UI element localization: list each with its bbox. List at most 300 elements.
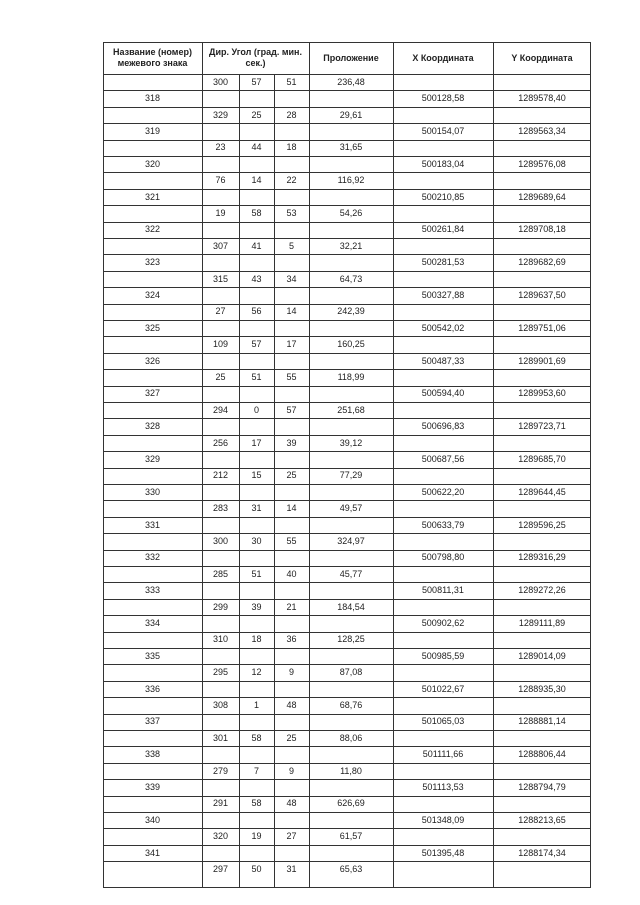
angle-seconds: 51 <box>286 76 297 87</box>
row-divider <box>103 140 202 141</box>
y-coordinate: 1289953,60 <box>518 388 566 399</box>
y-coordinate: 1289723,71 <box>518 421 566 432</box>
angle-minutes: 56 <box>251 306 262 317</box>
angle-minutes: 31 <box>251 503 262 514</box>
row-divider <box>393 123 591 124</box>
segment-length: 242,39 <box>337 306 365 317</box>
segment-length: 626,69 <box>337 798 365 809</box>
y-coordinate: 1288806,44 <box>518 749 566 760</box>
angle-degrees: 295 <box>212 667 229 678</box>
point-name: 338 <box>144 749 161 760</box>
segment-length: 118,99 <box>337 371 365 382</box>
row-divider <box>393 550 591 551</box>
y-coordinate: 1289272,26 <box>518 585 566 596</box>
point-name: 322 <box>144 224 161 235</box>
header-x-coordinate: X Координата <box>412 52 474 63</box>
row-divider <box>202 796 393 797</box>
angle-degrees: 300 <box>212 76 229 87</box>
row-divider <box>393 697 591 698</box>
angle-minutes: 1 <box>253 699 259 710</box>
row-divider <box>103 697 202 698</box>
row-divider <box>103 451 202 452</box>
angle-minutes: 58 <box>251 798 262 809</box>
segment-length: 11,80 <box>340 765 362 776</box>
row-divider <box>393 336 591 337</box>
row-divider <box>393 746 591 747</box>
row-divider <box>393 533 591 534</box>
header-direction-angle: Дир. Угол (град. мин. сек.) <box>209 47 302 68</box>
segment-length: 32,21 <box>339 240 363 251</box>
row-divider <box>202 517 393 518</box>
row-divider <box>202 336 393 337</box>
angle-seconds: 18 <box>286 142 297 153</box>
segment-length: 29,61 <box>339 109 363 120</box>
segment-length: 77,29 <box>339 470 363 481</box>
row-divider <box>202 664 393 665</box>
row-divider <box>103 123 202 124</box>
row-divider <box>103 418 202 419</box>
point-name: 339 <box>144 781 161 792</box>
row-divider <box>393 615 591 616</box>
row-divider <box>393 238 591 239</box>
row-divider <box>202 681 393 682</box>
row-divider <box>393 271 591 272</box>
row-divider <box>393 681 591 682</box>
row-divider <box>202 468 393 469</box>
row-divider <box>103 468 202 469</box>
angle-seconds: 25 <box>286 470 297 481</box>
y-coordinate: 1289014,09 <box>518 650 566 661</box>
row-divider <box>202 648 393 649</box>
x-coordinate: 501065,03 <box>421 716 465 727</box>
point-name: 325 <box>144 322 161 333</box>
row-divider <box>202 304 393 305</box>
row-divider <box>202 812 393 813</box>
x-coordinate: 500327,88 <box>421 289 465 300</box>
row-divider <box>393 140 591 141</box>
row-divider <box>393 763 591 764</box>
row-divider <box>103 714 202 715</box>
angle-minutes: 39 <box>251 601 262 612</box>
x-coordinate: 500902,62 <box>421 617 465 628</box>
segment-length: 31,65 <box>339 142 363 153</box>
x-coordinate: 500128,58 <box>421 93 465 104</box>
y-coordinate: 1288794,79 <box>518 781 566 792</box>
row-divider <box>103 812 202 813</box>
row-divider <box>103 664 202 665</box>
row-divider <box>202 845 393 846</box>
row-divider <box>202 500 393 501</box>
header-length: Проложение <box>323 52 379 63</box>
point-name: 328 <box>144 421 161 432</box>
row-divider <box>393 812 591 813</box>
angle-degrees: 294 <box>212 404 229 415</box>
y-coordinate: 1289637,50 <box>518 289 566 300</box>
angle-minutes: 51 <box>251 371 262 382</box>
row-divider <box>103 779 202 780</box>
row-divider <box>202 746 393 747</box>
point-name: 324 <box>144 289 161 300</box>
row-divider <box>202 451 393 452</box>
point-name: 323 <box>144 257 161 268</box>
row-divider <box>202 763 393 764</box>
point-name: 330 <box>144 486 161 497</box>
angle-degrees: 297 <box>212 863 229 874</box>
row-divider <box>202 550 393 551</box>
angle-seconds: 21 <box>286 601 297 612</box>
row-divider <box>103 861 202 862</box>
row-divider <box>202 156 393 157</box>
angle-degrees: 212 <box>212 470 229 481</box>
row-divider <box>393 156 591 157</box>
segment-length: 54,26 <box>339 207 363 218</box>
row-divider <box>393 714 591 715</box>
angle-degrees: 320 <box>212 831 229 842</box>
row-divider <box>202 172 393 173</box>
row-divider <box>202 402 393 403</box>
row-divider <box>393 796 591 797</box>
row-divider <box>393 254 591 255</box>
segment-length: 64,73 <box>339 273 363 284</box>
row-divider <box>103 763 202 764</box>
angle-degrees: 299 <box>212 601 229 612</box>
row-divider <box>202 238 393 239</box>
point-name: 329 <box>144 453 161 464</box>
angle-minutes: 30 <box>251 535 262 546</box>
point-name: 337 <box>144 716 161 727</box>
row-divider <box>202 287 393 288</box>
angle-minutes: 7 <box>253 765 259 776</box>
row-divider <box>202 353 393 354</box>
segment-length: 88,06 <box>339 732 363 743</box>
row-divider <box>103 746 202 747</box>
segment-length: 251,68 <box>337 404 365 415</box>
x-coordinate: 500696,83 <box>421 421 465 432</box>
x-coordinate: 501022,67 <box>421 683 465 694</box>
angle-minutes: 44 <box>251 142 262 153</box>
angle-minutes: 50 <box>251 863 262 874</box>
angle-minutes: 12 <box>251 667 262 678</box>
row-divider <box>393 353 591 354</box>
angle-seconds: 40 <box>286 568 297 579</box>
table-border-bottom <box>103 887 591 888</box>
angle-minutes: 43 <box>251 273 262 284</box>
segment-length: 45,77 <box>339 568 363 579</box>
row-divider <box>103 599 202 600</box>
point-name: 336 <box>144 683 161 694</box>
point-name: 321 <box>144 191 161 202</box>
row-divider <box>202 418 393 419</box>
x-coordinate: 500154,07 <box>421 125 465 136</box>
row-divider <box>202 107 393 108</box>
angle-seconds: 14 <box>286 503 297 514</box>
angle-minutes: 57 <box>251 76 262 87</box>
column-divider <box>309 42 310 888</box>
angle-seconds: 28 <box>286 109 297 120</box>
row-divider <box>103 681 202 682</box>
row-divider <box>202 615 393 616</box>
row-divider <box>202 123 393 124</box>
x-coordinate: 500687,56 <box>421 453 465 464</box>
row-divider <box>393 90 591 91</box>
segment-length: 65,63 <box>339 863 363 874</box>
angle-minutes: 19 <box>251 831 262 842</box>
x-coordinate: 500542,02 <box>421 322 465 333</box>
angle-seconds: 34 <box>286 273 297 284</box>
row-divider <box>393 435 591 436</box>
segment-length: 49,57 <box>339 503 363 514</box>
row-divider <box>393 779 591 780</box>
x-coordinate: 500798,80 <box>421 552 465 563</box>
row-divider <box>103 353 202 354</box>
y-coordinate: 1289901,69 <box>518 355 566 366</box>
angle-degrees: 308 <box>212 699 229 710</box>
row-divider <box>393 599 591 600</box>
row-divider <box>202 320 393 321</box>
row-divider <box>393 517 591 518</box>
row-divider <box>103 517 202 518</box>
row-divider <box>103 435 202 436</box>
column-divider <box>202 42 203 888</box>
angle-minutes: 51 <box>251 568 262 579</box>
point-name: 320 <box>144 158 161 169</box>
angle-degrees: 27 <box>215 306 226 317</box>
row-divider <box>393 861 591 862</box>
row-divider <box>202 566 393 567</box>
angle-minutes: 0 <box>253 404 259 415</box>
row-divider <box>393 730 591 731</box>
header-y-coordinate: Y Координата <box>511 52 573 63</box>
row-divider <box>103 287 202 288</box>
row-divider <box>103 107 202 108</box>
y-coordinate: 1288213,65 <box>518 814 566 825</box>
angle-minutes: 58 <box>251 732 262 743</box>
angle-seconds: 14 <box>286 306 297 317</box>
row-divider <box>103 336 202 337</box>
row-divider <box>202 189 393 190</box>
row-divider <box>103 648 202 649</box>
row-divider <box>103 533 202 534</box>
segment-length: 87,08 <box>339 667 363 678</box>
y-coordinate: 1288935,30 <box>518 683 566 694</box>
y-coordinate: 1289111,89 <box>518 617 566 628</box>
point-name: 332 <box>144 552 161 563</box>
row-divider <box>393 222 591 223</box>
point-name: 318 <box>144 93 161 104</box>
angle-minutes: 14 <box>251 175 262 186</box>
row-divider <box>393 845 591 846</box>
row-divider <box>202 90 393 91</box>
row-divider <box>103 222 202 223</box>
angle-seconds: 17 <box>286 339 297 350</box>
row-divider <box>103 172 202 173</box>
x-coordinate: 501111,66 <box>422 749 464 760</box>
y-coordinate: 1289685,70 <box>518 453 566 464</box>
angle-seconds: 22 <box>286 175 297 186</box>
row-divider <box>202 582 393 583</box>
row-divider <box>393 320 591 321</box>
y-coordinate: 1289576,08 <box>518 158 566 169</box>
row-divider <box>103 550 202 551</box>
angle-degrees: 301 <box>212 732 229 743</box>
row-divider <box>103 90 202 91</box>
angle-seconds: 39 <box>286 437 297 448</box>
row-divider <box>202 697 393 698</box>
point-name: 341 <box>144 847 161 858</box>
row-divider <box>202 861 393 862</box>
row-divider <box>103 156 202 157</box>
row-divider <box>103 238 202 239</box>
segment-length: 184,54 <box>337 601 365 612</box>
row-divider <box>393 484 591 485</box>
row-divider <box>393 468 591 469</box>
angle-degrees: 283 <box>212 503 229 514</box>
angle-degrees: 329 <box>212 109 229 120</box>
row-divider <box>103 402 202 403</box>
row-divider <box>393 828 591 829</box>
row-divider <box>103 828 202 829</box>
row-divider <box>393 287 591 288</box>
x-coordinate: 501348,09 <box>421 814 465 825</box>
row-divider <box>202 271 393 272</box>
angle-seconds: 27 <box>286 831 297 842</box>
row-divider <box>393 582 591 583</box>
x-coordinate: 500811,31 <box>422 585 464 596</box>
angle-degrees: 291 <box>212 798 229 809</box>
x-coordinate: 501395,48 <box>421 847 465 858</box>
row-divider <box>103 615 202 616</box>
angle-seconds: 5 <box>288 240 294 251</box>
row-divider <box>103 369 202 370</box>
coordinates-table <box>103 42 591 888</box>
x-coordinate: 500183,04 <box>421 158 465 169</box>
point-name: 327 <box>144 388 161 399</box>
row-divider <box>202 484 393 485</box>
angle-degrees: 300 <box>212 535 229 546</box>
angle-degrees: 23 <box>215 142 226 153</box>
y-coordinate: 1289682,69 <box>518 257 566 268</box>
row-divider <box>103 189 202 190</box>
row-divider <box>202 599 393 600</box>
angle-degrees: 279 <box>212 765 229 776</box>
angle-degrees: 285 <box>212 568 229 579</box>
row-divider <box>393 500 591 501</box>
segment-length: 68,76 <box>339 699 363 710</box>
angle-minutes: 25 <box>251 109 262 120</box>
angle-degrees: 109 <box>212 339 229 350</box>
x-coordinate: 500594,40 <box>421 388 465 399</box>
angle-seconds: 48 <box>286 798 297 809</box>
x-coordinate: 500281,53 <box>421 257 465 268</box>
row-divider <box>202 632 393 633</box>
row-divider <box>103 254 202 255</box>
row-divider <box>202 222 393 223</box>
angle-degrees: 76 <box>215 175 226 186</box>
row-divider <box>103 304 202 305</box>
x-coordinate: 500985,59 <box>421 650 465 661</box>
row-divider <box>393 369 591 370</box>
x-coordinate: 501113,53 <box>422 781 464 792</box>
row-divider <box>393 418 591 419</box>
x-coordinate: 500487,33 <box>421 355 465 366</box>
y-coordinate: 1289578,40 <box>518 93 566 104</box>
point-name: 333 <box>144 585 161 596</box>
angle-minutes: 58 <box>251 207 262 218</box>
y-coordinate: 1289751,06 <box>518 322 566 333</box>
row-divider <box>103 271 202 272</box>
row-divider <box>393 402 591 403</box>
angle-seconds: 57 <box>286 404 297 415</box>
angle-seconds: 48 <box>286 699 297 710</box>
row-divider <box>202 435 393 436</box>
angle-seconds: 25 <box>286 732 297 743</box>
angle-minutes: 17 <box>251 437 262 448</box>
y-coordinate: 1289596,25 <box>518 519 566 530</box>
row-divider <box>103 566 202 567</box>
row-divider <box>103 582 202 583</box>
header-point-name: Название (номер) межевого знака <box>113 47 192 68</box>
segment-length: 324,97 <box>337 535 365 546</box>
segment-length: 236,48 <box>337 76 365 87</box>
row-divider <box>103 320 202 321</box>
row-divider <box>393 205 591 206</box>
angle-degrees: 315 <box>212 273 229 284</box>
y-coordinate: 1289644,45 <box>518 486 566 497</box>
row-divider <box>202 205 393 206</box>
x-coordinate: 500261,84 <box>421 224 465 235</box>
angle-seconds: 9 <box>288 667 294 678</box>
row-divider <box>103 205 202 206</box>
row-divider <box>202 779 393 780</box>
row-divider <box>202 369 393 370</box>
segment-length: 128,25 <box>337 634 365 645</box>
y-coordinate: 1288174,34 <box>518 847 566 858</box>
point-name: 326 <box>144 355 161 366</box>
angle-seconds: 36 <box>286 634 297 645</box>
row-divider <box>103 500 202 501</box>
point-name: 331 <box>144 519 161 530</box>
row-divider <box>202 386 393 387</box>
angle-degrees: 307 <box>212 240 229 251</box>
angle-minutes: 15 <box>251 470 262 481</box>
row-divider <box>202 254 393 255</box>
x-coordinate: 500210,85 <box>421 191 465 202</box>
angle-minutes: 57 <box>251 339 262 350</box>
angle-degrees: 25 <box>215 371 226 382</box>
table-border-top <box>103 42 591 43</box>
row-divider <box>393 648 591 649</box>
segment-length: 61,57 <box>339 831 363 842</box>
row-divider <box>393 107 591 108</box>
row-divider <box>393 451 591 452</box>
row-divider <box>103 796 202 797</box>
row-divider <box>393 172 591 173</box>
segment-length: 160,25 <box>337 339 365 350</box>
y-coordinate: 1289708,18 <box>518 224 566 235</box>
angle-minutes: 41 <box>251 240 262 251</box>
row-divider <box>202 533 393 534</box>
angle-seconds: 31 <box>286 863 297 874</box>
y-coordinate: 1289563,34 <box>518 125 566 136</box>
row-divider <box>202 730 393 731</box>
row-divider <box>103 730 202 731</box>
row-divider <box>393 189 591 190</box>
row-divider <box>393 632 591 633</box>
point-name: 335 <box>144 650 161 661</box>
y-coordinate: 1289316,29 <box>518 552 566 563</box>
point-name: 334 <box>144 617 161 628</box>
angle-seconds: 53 <box>286 207 297 218</box>
